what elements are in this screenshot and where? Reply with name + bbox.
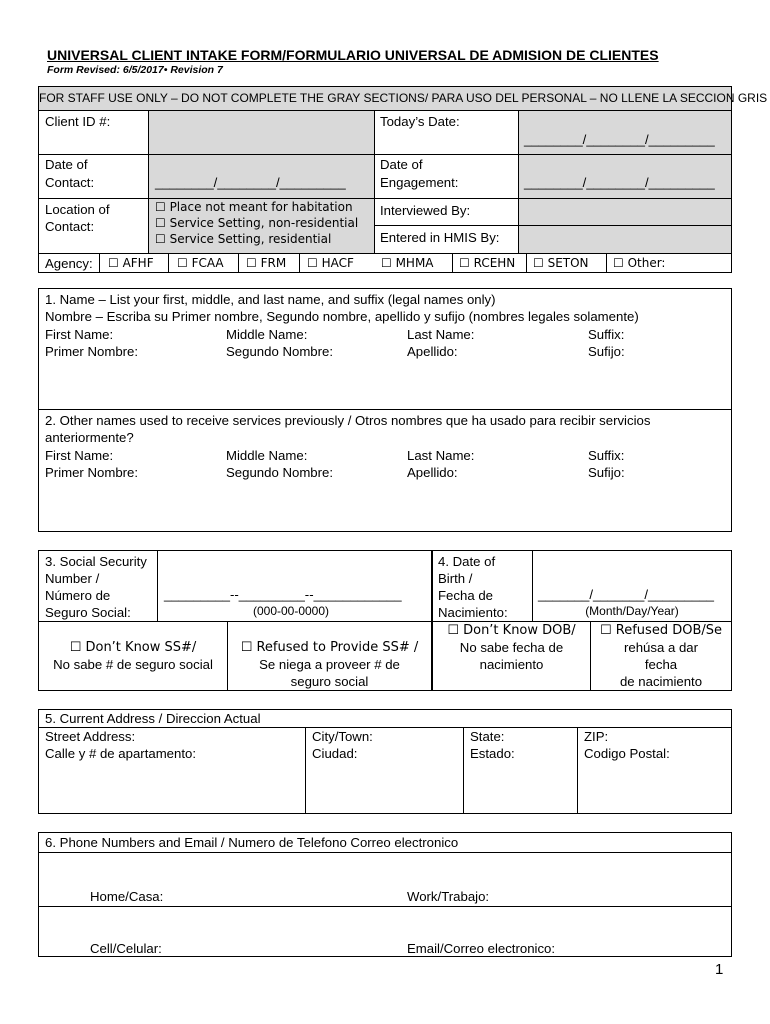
date-of-engagement-label-2: Engagement: [380,175,459,190]
q1-heading-es: Nombre – Escriba su Primer nombre, Segundo nombre, apellido y sufijo (nombres legales solamente) [45,309,639,324]
location-label-1: Location of [45,202,110,217]
current-name-entry-area[interactable] [39,360,731,408]
state-entry[interactable] [464,764,577,813]
email-label: Email/Correo electronico: [407,941,556,956]
other-sufijo-label: Sufijo: [588,465,625,480]
form-revision: Form Revised: 6/5/2017• Revision 7 [47,64,223,76]
agency-frm-checkbox[interactable]: ☐ FRM [246,256,287,270]
ssn-label-3: Número de [45,588,111,603]
calle-label: Calle y # de apartamento: [45,746,197,761]
home-phone-label: Home/Casa: [90,889,164,904]
dob-label-3: Fecha de [438,588,493,603]
todays-date-blank[interactable]: ________/________/_________ [524,132,715,147]
ssn-refused-es-1: Se niega a proveer # de [259,657,400,672]
email-entry[interactable] [565,938,725,956]
staff-only-banner: FOR STAFF USE ONLY – DO NOT COMPLETE THE GRAY SECTIONS/ PARA USO DEL PERSONAL – NO LLENE LA SECCION GRIS [39,91,768,105]
dob-dont-know-es-2: nacimiento [479,657,544,672]
agency-label: Agency: [45,256,93,271]
ciudad-label: Ciudad: [312,746,358,761]
dob-dont-know-checkbox[interactable]: ☐ Don’t Know DOB/ [447,623,576,638]
work-phone-label: Work/Trabajo: [407,889,490,904]
dob-dont-know-es-1: No sabe fecha de [459,640,564,655]
other-segundo-nombre-label: Segundo Nombre: [226,465,334,480]
location-option-nonresidential[interactable]: ☐ Service Setting, non-residential [155,216,359,230]
agency-afhf-checkbox[interactable]: ☐ AFHF [108,256,154,270]
entered-hmis-label: Entered in HMIS By: [380,230,500,245]
dob-blank-input[interactable]: _______/_______/_________ [538,587,715,602]
middle-name-label: Middle Name: [226,327,308,342]
dob-refused-es-2: fecha [644,657,678,672]
q1-heading-en: 1. Name – List your first, middle, and last name, and suffix (legal names only) [45,292,496,307]
dob-label-1: 4. Date of [438,554,496,569]
todays-date-label: Today’s Date: [380,114,460,129]
date-of-contact-blank[interactable]: ________/________/_________ [155,175,346,190]
ssn-label-4: Seguro Social: [45,605,131,620]
dob-refused-es-3: de nacimiento [619,674,703,689]
street-address-label: Street Address: [45,729,136,744]
ssn-label-2: Number / [45,571,100,586]
page-number: 1 [715,961,724,978]
ssn-refused-checkbox[interactable]: ☐ Refused to Provide SS# / [240,640,419,655]
zip-entry[interactable] [578,764,731,813]
date-of-engagement-label-1: Date of [380,157,423,172]
dob-label-4: Nacimiento: [438,605,508,620]
address-heading: 5. Current Address / Direccion Actual [45,711,261,726]
dob-label-2: Birth / [438,571,473,586]
sufijo-label: Sufijo: [588,344,625,359]
location-option-residential[interactable]: ☐ Service Setting, residential [155,232,332,246]
agency-seton-checkbox[interactable]: ☐ SETON [533,256,589,270]
agency-mhma-checkbox[interactable]: ☐ MHMA [381,256,434,270]
primer-nombre-label: Primer Nombre: [45,344,139,359]
form-title: UNIVERSAL CLIENT INTAKE FORM/FORMULARIO UNIVERSAL DE ADMISION DE CLIENTES [47,47,659,63]
agency-hacf-checkbox[interactable]: ☐ HACF [307,256,354,270]
dob-refused-checkbox[interactable]: ☐ Refused DOB/Se [600,623,722,638]
apellido-label: Apellido: [407,344,458,359]
ssn-blank-input[interactable]: _________--_________--____________ [164,587,402,602]
other-last-name-label: Last Name: [407,448,475,463]
ssn-label-1: 3. Social Security [45,554,147,569]
other-apellido-label: Apellido: [407,465,458,480]
date-of-contact-label-1: Date of [45,157,88,172]
state-label: State: [470,729,505,744]
street-address-entry[interactable] [39,764,305,813]
agency-other-checkbox[interactable]: ☐ Other: [613,256,666,270]
agency-rcehn-checkbox[interactable]: ☐ RCEHN [459,256,516,270]
location-option-habitation[interactable]: ☐ Place not meant for habitation [155,200,353,214]
work-phone-entry[interactable] [500,886,725,905]
q2-heading-line1: 2. Other names used to receive services previously / Otros nombres que ha usado para recibir servicios [45,413,651,428]
suffix-label: Suffix: [588,327,625,342]
other-middle-name-label: Middle Name: [226,448,308,463]
segundo-nombre-label: Segundo Nombre: [226,344,334,359]
client-id-label: Client ID #: [45,114,111,129]
first-name-label: First Name: [45,327,114,342]
phone-heading: 6. Phone Numbers and Email / Numero de Telefono Correo electronico [45,835,459,850]
date-of-contact-label-2: Contact: [45,175,95,190]
ssn-format-hint: (000-00-0000) [252,604,330,618]
ssn-dont-know-es: No sabe # de seguro social [53,657,213,672]
other-first-name-label: First Name: [45,448,114,463]
ssn-refused-es-2: seguro social [290,674,369,689]
other-name-entry-area[interactable] [39,482,731,530]
dob-format-hint: (Month/Day/Year) [585,604,679,618]
estado-label: Estado: [470,746,515,761]
dob-refused-es-1: rehúsa a dar [623,640,699,655]
home-phone-entry[interactable] [170,886,395,905]
city-entry[interactable] [306,764,463,813]
cell-phone-label: Cell/Celular: [90,941,162,956]
other-suffix-label: Suffix: [588,448,625,463]
ssn-dont-know-checkbox[interactable]: ☐ Don’t Know SS#/ [69,640,197,655]
cell-phone-entry[interactable] [170,938,395,956]
city-label: City/Town: [312,729,373,744]
date-of-engagement-blank[interactable]: ________/________/_________ [524,175,715,190]
agency-fcaa-checkbox[interactable]: ☐ FCAA [177,256,224,270]
zip-label: ZIP: [584,729,609,744]
q2-heading-line2: anteriormente? [45,430,134,445]
other-primer-nombre-label: Primer Nombre: [45,465,139,480]
location-label-2: Contact: [45,219,95,234]
codigo-postal-label: Codigo Postal: [584,746,670,761]
last-name-label: Last Name: [407,327,475,342]
interviewed-by-label: Interviewed By: [380,203,471,218]
